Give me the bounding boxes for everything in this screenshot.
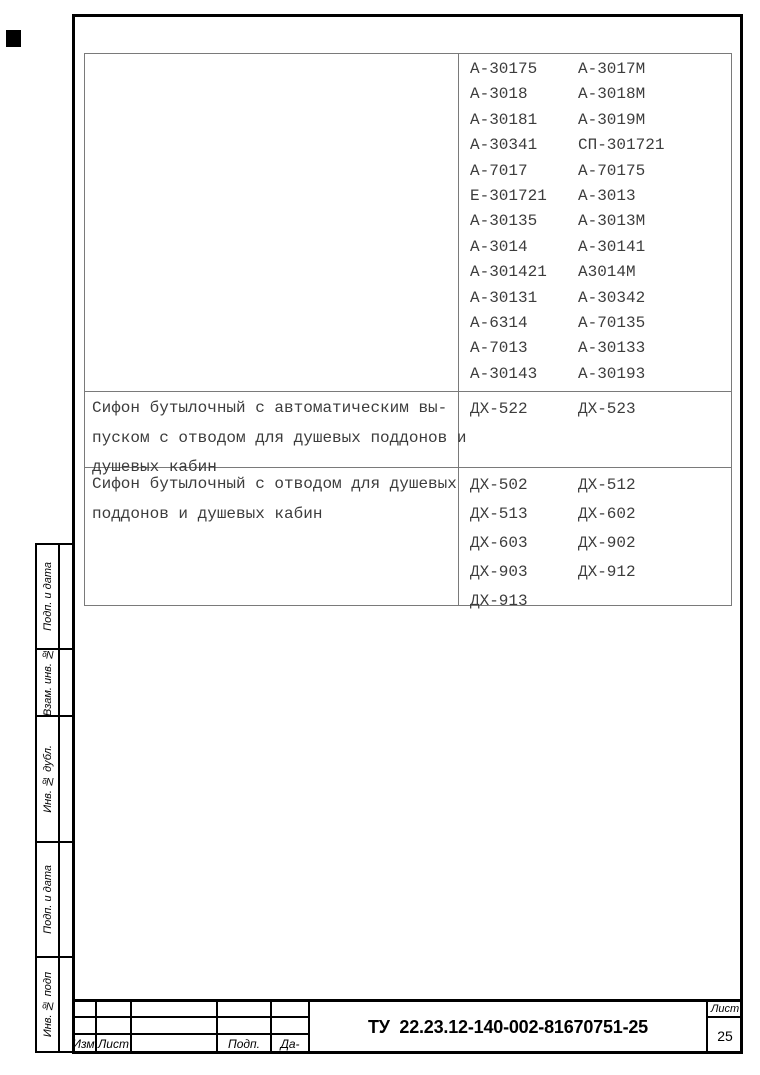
margin-box (37, 650, 72, 717)
code-line (470, 336, 731, 361)
black-marker (6, 30, 21, 47)
code-col1: А-30181 (470, 110, 538, 129)
gost-margin-strip (35, 543, 74, 1053)
margin-label: Взам. инв. № (41, 648, 54, 717)
code-col2: СП-301721 (578, 136, 665, 155)
code-line (470, 108, 731, 133)
code-col2: ДХ-912 (578, 563, 636, 581)
code-line (470, 558, 731, 587)
code-col2: А-70135 (578, 314, 646, 333)
doc-number: ТУ 22.23.12-140-002-81670751-25 (367, 1017, 648, 1037)
margin-box (37, 545, 72, 650)
title-block (72, 999, 742, 1053)
code-line (470, 471, 731, 500)
margin-box (37, 843, 72, 958)
code-col1: ДХ-913 (470, 592, 528, 610)
code-col1: ДХ-522 (470, 400, 528, 418)
product-codes-table (84, 53, 732, 610)
code-col1: А-3018 (470, 85, 528, 104)
code-line (470, 587, 731, 616)
code-col1: А-30135 (470, 212, 538, 231)
codes-cell (459, 54, 731, 391)
revision-empty-cell (72, 1018, 97, 1035)
description-line: душевых кабин (92, 458, 217, 476)
code-col2: А-3013 (578, 187, 636, 206)
codes-cell (459, 468, 731, 610)
code-col2: ДХ-902 (578, 534, 636, 552)
code-col2: А-3013М (578, 212, 646, 231)
table-row (85, 391, 731, 476)
revision-empty-cell (97, 1018, 132, 1035)
code-col2: ДХ-602 (578, 505, 636, 523)
code-col2: А-3019М (578, 110, 646, 129)
table-row (85, 467, 731, 610)
sheet-number: 25 (717, 1027, 733, 1044)
code-col1: А-30175 (470, 60, 538, 78)
code-line (470, 57, 731, 82)
code-col1: А-7013 (470, 339, 528, 358)
margin-box (37, 958, 72, 1051)
margin-divider (58, 545, 60, 648)
code-col1: ДХ-513 (470, 505, 528, 523)
revision-empty-cell (97, 1002, 132, 1018)
code-line (470, 133, 731, 158)
revision-empty-cell (272, 1018, 310, 1035)
code-col1: А-30143 (470, 364, 538, 383)
description-line: поддонов и душевых кабин (92, 504, 323, 523)
code-col1: ДХ-603 (470, 534, 528, 552)
table-row (85, 54, 731, 391)
code-line (470, 184, 731, 209)
revision-empty-cell (132, 1018, 218, 1035)
margin-label: Подп. и дата (41, 865, 54, 934)
code-col2: А-30133 (578, 339, 646, 358)
code-line (470, 235, 731, 260)
margin-box (37, 717, 72, 843)
code-line (470, 395, 731, 424)
description-line: Сифон бутылочный с автоматическим вы- (92, 399, 448, 417)
revision-table (72, 1002, 310, 1053)
revision-label-cell: Подп. (218, 1035, 272, 1053)
code-col2: А-3018М (578, 85, 646, 104)
codes-cell (459, 392, 731, 467)
doc-number-cell (310, 1002, 708, 1053)
sheet-column (708, 1002, 742, 1053)
code-line (470, 362, 731, 387)
revision-empty-cell (132, 1002, 218, 1018)
revision-label-cell (132, 1035, 218, 1053)
code-col1: Е-301721 (470, 187, 547, 206)
code-line (470, 260, 731, 285)
code-col2: А-30193 (578, 364, 646, 383)
revision-empty-cell (218, 1018, 272, 1035)
description-cell (85, 392, 467, 476)
code-col2: А-3017М (578, 60, 646, 78)
margin-divider (58, 650, 60, 715)
code-col2: ДХ-523 (578, 400, 636, 418)
code-line (470, 209, 731, 234)
code-col2: А-70175 (578, 161, 646, 180)
margin-label: Подп. и дата (41, 562, 54, 631)
code-line (470, 311, 731, 336)
margin-label: Инв. № подп (41, 971, 54, 1038)
code-col2: А-30342 (578, 288, 646, 307)
code-col1: А-7017 (470, 161, 528, 180)
margin-divider (58, 958, 60, 1051)
code-col1: А-30131 (470, 288, 538, 307)
description-cell (85, 468, 459, 605)
revision-empty-cell (272, 1002, 310, 1018)
margin-divider (58, 843, 60, 956)
revision-label-cell: Лист (97, 1035, 132, 1053)
revision-label-cell: Изм (72, 1035, 97, 1053)
revision-empty-cell (218, 1002, 272, 1018)
sheet-label: Лист (708, 1002, 742, 1018)
code-col2: А-30141 (578, 237, 646, 256)
code-line (470, 159, 731, 184)
code-col1: А-30341 (470, 136, 538, 155)
code-col1: ДХ-502 (470, 476, 528, 494)
margin-label: Инв. № дубл. (41, 745, 54, 813)
code-line (470, 82, 731, 107)
code-line (470, 286, 731, 311)
code-col1: А-3014 (470, 237, 528, 256)
margin-divider (58, 717, 60, 841)
code-col2: А3014М (578, 263, 636, 282)
revision-empty-cell (72, 1002, 97, 1018)
revision-label-cell: Да- (272, 1035, 310, 1053)
code-col1: ДХ-903 (470, 563, 528, 581)
description-cell (85, 54, 459, 391)
description-line: Сифон бутылочный с отводом для душевых (92, 475, 457, 493)
code-col1: А-6314 (470, 314, 528, 333)
code-line (470, 529, 731, 558)
code-col2: ДХ-512 (578, 476, 636, 494)
code-line (470, 500, 731, 529)
code-col1: А-301421 (470, 263, 547, 282)
description-line: пуском с отводом для душевых поддонов и (92, 428, 467, 447)
